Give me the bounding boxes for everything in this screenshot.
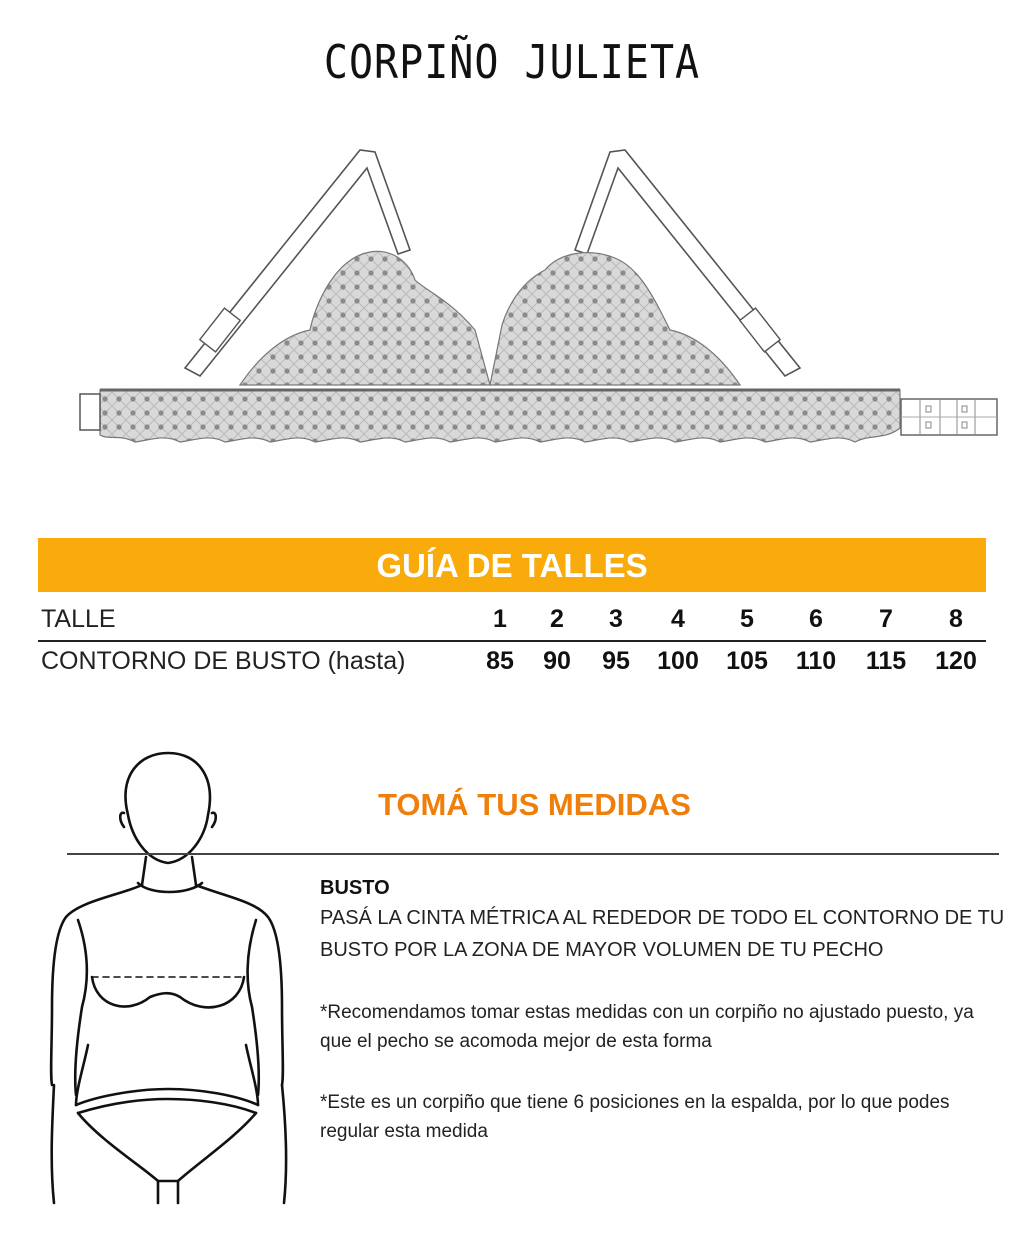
size-cell: 5 [740,605,754,633]
size-cell: 2 [550,605,564,633]
size-guide-heading: GUÍA DE TALLES [38,538,986,592]
measure-instructions [320,874,1010,1146]
bust-cell: 105 [726,647,768,675]
busto-title: BUSTO [320,877,390,899]
body-outline-illustration [40,745,300,1205]
busto-description: PASÁ LA CINTA MÉTRICA AL REDEDOR DE TODO EL CONTORNO DE TU BUSTO POR LA ZONA DE MAYOR VOLUMEN DE TU PECHO [320,907,1005,961]
divider [67,853,999,855]
measure-heading: TOMÁ TUS MEDIDAS [378,787,691,822]
bust-cell: 120 [935,647,977,675]
hook-eye-closure-icon [900,398,1000,438]
adjust-note: *Este es un corpiño que tiene 6 posiciones en la espalda, por lo que podes regular esta medida [320,1092,950,1142]
bust-row [38,640,986,682]
size-cell: 6 [809,605,823,633]
bust-cell: 95 [602,647,630,675]
size-cell: 7 [879,605,893,633]
size-cell: 3 [609,605,623,633]
bust-cell: 110 [795,647,837,675]
bust-cell: 85 [486,647,514,675]
product-title: CORPIÑO JULIETA [323,36,701,90]
fit-note: *Recomendamos tomar estas medidas con un corpiño no ajustado puesto, ya que el pecho se acomoda mejor de esta forma [320,1002,974,1052]
lace-bra-illustration [70,140,910,460]
bust-cell: 90 [543,647,571,675]
bust-cell: 100 [657,647,699,675]
size-row [38,598,986,642]
size-cell: 1 [493,605,507,633]
size-cell: 8 [949,605,963,633]
size-cell: 4 [671,605,685,633]
size-label: TALLE [41,605,116,633]
bust-label: CONTORNO DE BUSTO (hasta) [41,647,406,675]
bust-cell: 115 [865,647,907,675]
